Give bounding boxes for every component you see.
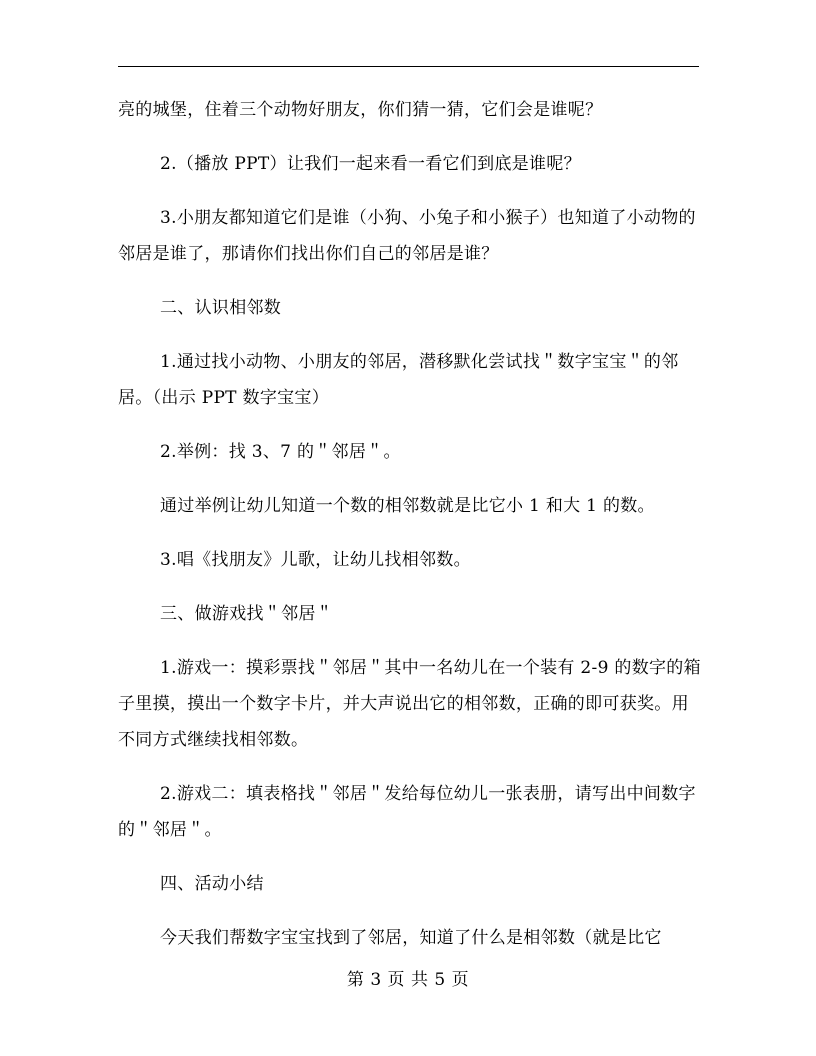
paragraph-recognize-2: 2.举例：找 3、7 的＂邻居＂。 — [160, 442, 401, 462]
paragraph-recognize-1: 1.通过找小动物、小朋友的邻居，潜移默化尝试找＂数字宝宝＂的邻居。（出示 PPT 数字宝宝） — [118, 352, 679, 408]
header-rule — [118, 66, 699, 67]
paragraph-game-2: 2.游戏二：填表格找＂邻居＂发给每位幼儿一张表册，请写出中间数字的＂邻居＂。 — [118, 784, 696, 840]
paragraph-recognize-explain: 通过举例让幼儿知道一个数的相邻数就是比它小 1 和大 1 的数。 — [160, 496, 655, 516]
page-footer: 第 3 页 共 5 页 — [346, 970, 470, 990]
paragraph-recognize-3: 3.唱《找朋友》儿歌，让幼儿找相邻数。 — [160, 550, 471, 570]
paragraph-summary: 今天我们帮数字宝宝找到了邻居，知道了什么是相邻数（就是比它 — [160, 928, 662, 948]
paragraph-step-3: 3.小朋友都知道它们是谁（小狗、小兔子和小猴子）也知道了小动物的邻居是谁了，那请你们找出你们自己的邻居是谁？ — [118, 208, 696, 264]
paragraph-continuation: 亮的城堡，住着三个动物好朋友，你们猜一猜，它们会是谁呢？ — [118, 100, 603, 120]
section-heading-summary: 四、活动小结 — [160, 874, 264, 894]
document-body — [118, 92, 703, 974]
paragraph-step-2: 2.（播放 PPT）让我们一起来看一看它们到底是谁呢？ — [160, 154, 581, 174]
paragraph-game-1: 1.游戏一：摸彩票找＂邻居＂其中一名幼儿在一个装有 2-9 的数字的箱子里摸，摸出一个数字卡片，并大声说出它的相邻数，正确的即可获奖。用不同方式继续找相邻数。 — [118, 658, 701, 750]
section-heading-recognize: 二、认识相邻数 — [160, 298, 282, 318]
section-heading-game: 三、做游戏找＂邻居＂ — [160, 604, 333, 624]
